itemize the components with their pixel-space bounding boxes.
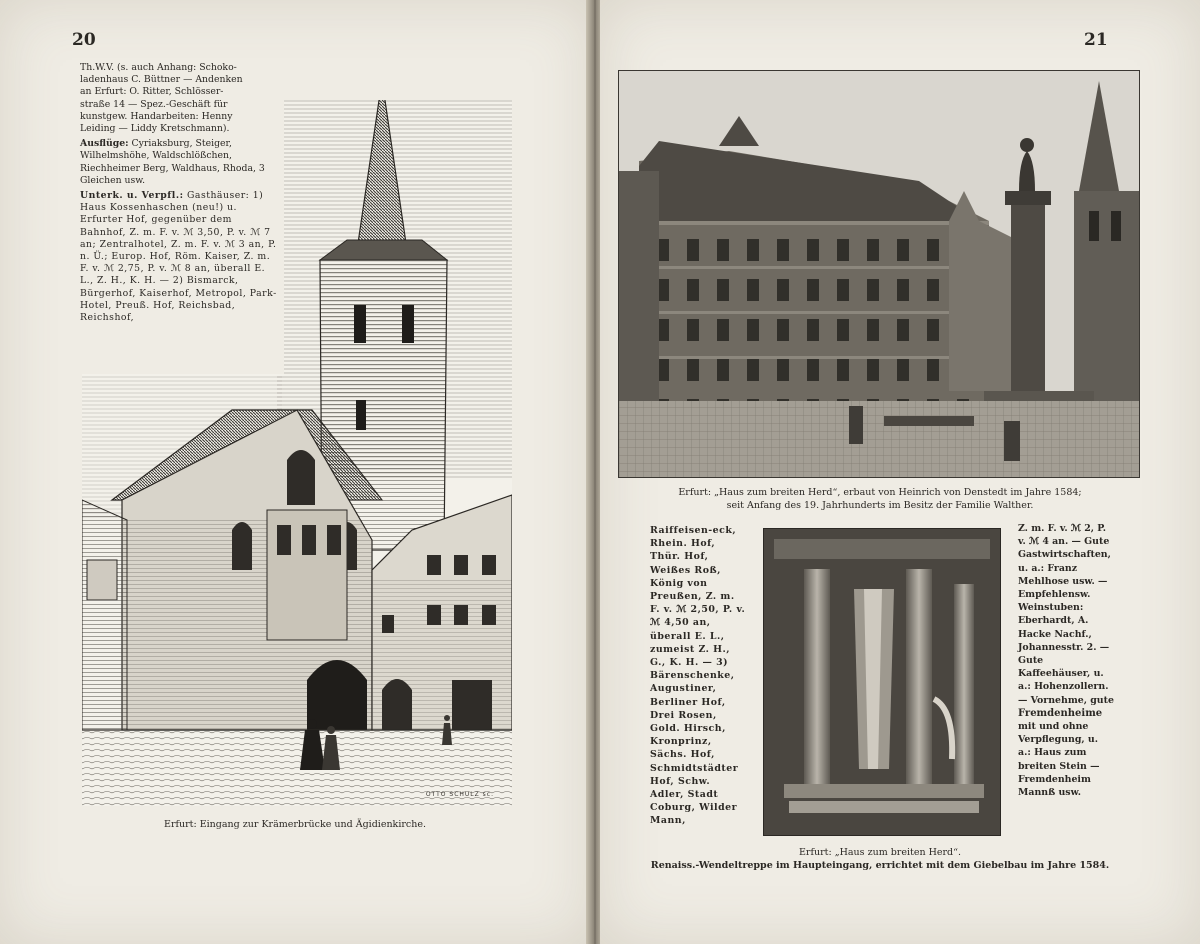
staircase-caption-line: Erfurt: „Haus zum breiten Herd“. xyxy=(799,847,961,858)
right-column-text-2: mit und ohne Verpflegung, u. a.: Haus zum breiten Stein — Fremdenheim Mannß usw. xyxy=(1018,721,1100,799)
photo-illustration xyxy=(619,71,1139,477)
right-page-right-column xyxy=(1018,522,1114,799)
text-line: Th.W.V. (s. auch Anhang: Schoko- xyxy=(80,62,237,73)
left-page-text-block xyxy=(76,58,284,374)
photo-caption xyxy=(620,486,1140,512)
staircase-illustration xyxy=(764,529,1000,835)
unterk-label: Unterk. u. Verpfl.: xyxy=(80,190,184,202)
page-number-right: 21 xyxy=(1084,30,1108,50)
left-page xyxy=(0,0,592,944)
photo-haus-zum-breiten-herd xyxy=(618,70,1140,478)
engraving-signature: OTTO SCHULZ sc. xyxy=(425,791,494,798)
text-line: Leiding — Liddy Kretschmann). xyxy=(80,123,230,135)
page-number-left: 20 xyxy=(72,30,96,50)
staircase-caption-line: Renaiss.-Wendeltreppe im Haupteingang, errichtet mit dem Giebelbau im Jahre 1584. xyxy=(650,860,1110,871)
staircase-caption xyxy=(620,846,1140,872)
text-line: an Erfurt: O. Ritter, Schlösser- xyxy=(80,86,224,98)
right-column-text: Z. m. F. v. ℳ 2, P. v. ℳ 4 an. — Gute Gastwirtschaften, u. a.: Franz Mehlhose usw. — Empfehlensw. Weinstuben: Eberhardt, A. Hacke Nachf., Johannesstr. 2. — Gute Kaffeehäuser, u. a.: Hohenzollern. — Vornehme, gute xyxy=(1018,523,1114,706)
text-line: kunstgew. Handarbeiten: Henny xyxy=(80,110,233,122)
text-line: straße 14 — Spez.-Geschäft für xyxy=(80,98,228,110)
right-page-left-column: Raiffeisen-eck, Rhein. Hof, Thür. Hof, Weißes Roß, König von Preußen, Z. m. F. v. ℳ 2,50, P. v. ℳ 4,50 an, überall E. L., zumeist Z. H., G., K. H. — 3) Bärenschenke, Augustiner, Berliner Hof, Drei Rosen, Gold. Hirsch, Kronprinz, Sächs. Hof, Schmidtstädter Hof, Schw. Adler, Stadt Coburg, Wilder Mann, xyxy=(650,525,746,827)
right-page xyxy=(600,0,1200,944)
photo-wendeltreppe xyxy=(763,528,1001,836)
unterk-text: Gasthäuser: 1) Haus Kossenhaschen (neu!) u. Erfurter Hof, gegenüber dem Bahnhof, Z. m. F. v. ℳ 3,50, P. v. ℳ 7 an; Zentralhotel, Z. m. F. v. ℳ 3 an, P. n. Ü.; Europ. Hof, Röm. Kaiser, Z. m. F. v. ℳ 2,75, P. v. ℳ 8 an, überall E. L., Z. H., K. H. — 2) Bismarck, Bürgerhof, Kaiserhof, Metropol, Park-Hotel, Preuß. Hof, Reichsbad, Reichshof, xyxy=(80,190,277,324)
fremdenheime-label: Fremdenheime xyxy=(1018,707,1103,719)
text-line: ladenhaus C. Büttner — Andenken xyxy=(80,74,243,86)
photo-caption-line: seit Anfang des 19. Jahrhunderts im Besitz der Familie Walther. xyxy=(726,500,1034,511)
ausfluege-label: Ausflüge: xyxy=(80,138,129,150)
ausfluege-text: Cyriaksburg, Steiger, Wilhelmshöhe, Waldschlößchen, Riechheimer Berg, Waldhaus, Rhoda, 3 Gleichen usw. xyxy=(80,138,265,186)
engraving-caption: Erfurt: Eingang zur Krämerbrücke und Ägidienkirche. xyxy=(164,819,426,830)
photo-caption-line: Erfurt: „Haus zum breiten Herd“, erbaut von Heinrich von Denstedt im Jahre 1584; xyxy=(678,487,1082,498)
